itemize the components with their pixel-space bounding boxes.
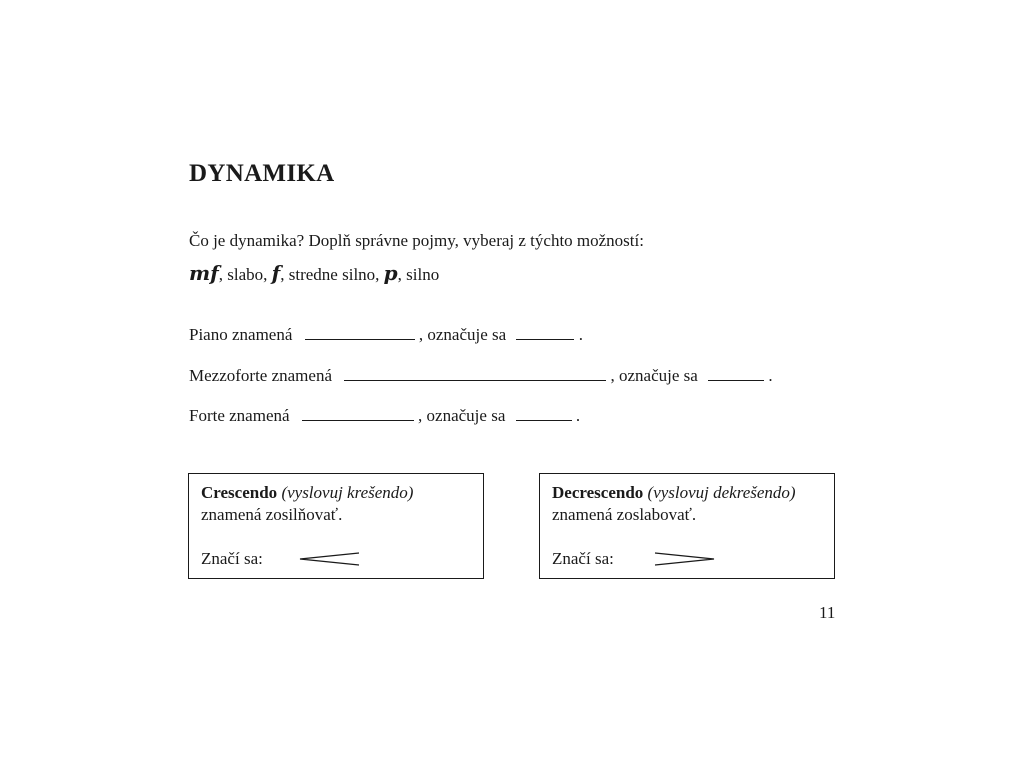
answer-blank[interactable]	[302, 406, 414, 421]
exercise-forte	[189, 405, 580, 427]
dynamic-mark-mf: mf	[189, 261, 219, 285]
crescendo-sign-label: Značí sa:	[201, 549, 263, 568]
dynamic-mark-p: p	[383, 261, 398, 285]
decrescendo-heading	[552, 482, 834, 504]
dynamic-mark-f: f	[271, 261, 281, 285]
decrescendo-pronunciation: (vyslovuj dekrešendo)	[647, 483, 796, 502]
crescendo-heading	[201, 482, 483, 504]
crescendo-meaning: znamená zosilňovať.	[201, 505, 343, 524]
exercise-label: Piano znamená	[189, 325, 293, 344]
crescendo-sign-row	[201, 548, 483, 570]
crescendo-term: Crescendo	[201, 483, 278, 502]
crescendo-hairpin-icon	[299, 552, 361, 566]
answer-blank[interactable]	[344, 366, 606, 381]
decrescendo-hairpin-icon	[654, 552, 716, 566]
answer-blank[interactable]	[305, 325, 415, 340]
decrescendo-sign-row	[552, 548, 834, 570]
exercise-connector: , označuje sa	[418, 325, 507, 344]
answer-blank[interactable]	[516, 325, 574, 340]
exercise-end: .	[575, 406, 581, 425]
option-text: , slabo,	[218, 265, 272, 284]
exercise-label: Forte znamená	[189, 406, 290, 425]
exercise-piano	[189, 324, 583, 346]
exercise-mezzoforte	[189, 365, 773, 387]
exercise-connector: , označuje sa	[610, 366, 698, 385]
decrescendo-sign-label: Značí sa:	[552, 549, 614, 568]
option-list	[189, 262, 439, 286]
option-text: , stredne silno,	[280, 265, 384, 284]
crescendo-pronunciation: (vyslovuj krešendo)	[281, 483, 414, 502]
crescendo-box	[188, 473, 484, 579]
exercise-connector: , označuje sa	[418, 406, 506, 425]
exercise-end: .	[768, 366, 773, 385]
page-title: DYNAMIKA	[189, 160, 335, 187]
decrescendo-term: Decrescendo	[552, 483, 644, 502]
option-text: , silno	[397, 265, 440, 284]
answer-blank[interactable]	[708, 366, 764, 381]
decrescendo-meaning: znamená zoslabovať.	[552, 505, 697, 524]
exercise-end: .	[578, 325, 583, 344]
intro-question: Čo je dynamika? Doplň správne pojmy, vyberaj z týchto možností:	[189, 231, 644, 250]
answer-blank[interactable]	[516, 406, 572, 421]
exercise-label: Mezzoforte znamená	[189, 366, 332, 385]
page-number: 11	[819, 603, 836, 622]
decrescendo-box	[539, 473, 835, 579]
